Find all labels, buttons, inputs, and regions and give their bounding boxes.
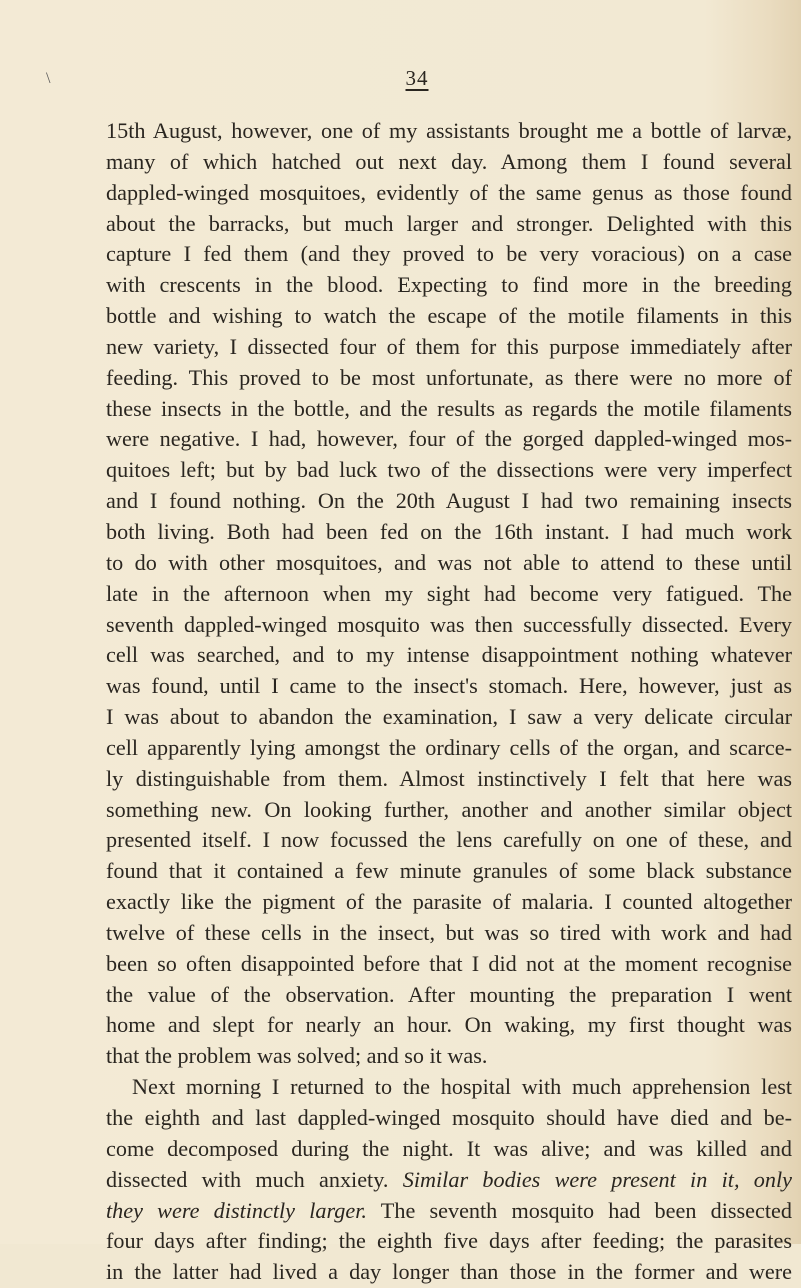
text-line: been so often disappointed before that I did not at the moment recognise — [106, 950, 792, 976]
text-line: feeding. This proved to be most unfortunate, as there were no more of — [106, 364, 792, 390]
margin-mark: \ — [46, 70, 51, 87]
text-line: cell apparently lying amongst the ordinary cells of the organ, and scarce- — [106, 734, 792, 760]
paragraph-1 — [106, 116, 792, 1072]
text-line: bottle and wishing to watch the escape of the motile filaments in this — [106, 303, 792, 329]
text-line: twelve of these cells in the insect, but was so tired with work and had — [106, 919, 792, 945]
text-line: in the latter had lived a day longer than those in the former and were — [106, 1259, 792, 1285]
text-line: four days after finding; the eighth five days after feeding; the parasites — [106, 1228, 792, 1254]
text-line: presented itself. I now focussed the lens carefully on one of these, and — [106, 827, 792, 853]
italic-text: Similar bodies were present in it, only — [402, 1166, 792, 1192]
text-line: capture I fed them (and they proved to be very voracious) on a case — [106, 241, 792, 267]
text-line: quitoes left; but by bad luck two of the dissections were very imperfect — [106, 457, 792, 483]
page-number: 34 — [405, 66, 429, 90]
text-line: many of which hatched out next day. Among them I found several — [106, 148, 792, 174]
text-run: The seventh mosquito had been dissected — [380, 1197, 792, 1223]
body-text — [106, 116, 792, 1288]
text-line: seventh dappled-winged mosquito was then successfully dissected. Every — [106, 611, 792, 637]
text-line: Next morning I returned to the hospital with much apprehension lest — [132, 1074, 792, 1100]
text-line: that the problem was solved; and so it was. — [106, 1043, 488, 1069]
italic-text: they were distinctly larger. — [106, 1197, 367, 1223]
text-line: 15th August, however, one of my assistants brought me a bottle of larvæ, — [106, 118, 792, 143]
text-line: and I found nothing. On the 20th August I had two remaining insects — [106, 488, 792, 514]
text-line: ly distinguishable from them. Almost instinctively I felt that here was — [106, 765, 792, 791]
text-line: to do with other mosquitoes, and was not able to attend to these until — [106, 549, 792, 575]
text-line: I was about to abandon the examination, I saw a very delicate circular — [106, 704, 792, 730]
text-line: exactly like the pigment of the parasite of malaria. I counted altogether — [106, 889, 792, 915]
text-line: home and slept for nearly an hour. On waking, my first thought was — [106, 1012, 792, 1038]
text-line: these insects in the bottle, and the results as regards the motile filaments — [106, 395, 792, 421]
text-line: new variety, I dissected four of them for this purpose immediately after — [106, 333, 792, 359]
text-line: both living. Both had been fed on the 16th instant. I had much work — [106, 518, 792, 544]
text-line: about the barracks, but much larger and stronger. Delighted with this — [106, 210, 792, 236]
text-line: something new. On looking further, another and another similar object — [106, 796, 792, 822]
text-line: was found, until I came to the insect's stomach. Here, however, just as — [106, 673, 792, 699]
text-line: the eighth and last dappled-winged mosquito should have died and be- — [106, 1105, 792, 1130]
text-line — [106, 1196, 792, 1227]
text-line: were negative. I had, however, four of the gorged dappled-winged mos- — [106, 426, 792, 452]
text-line: cell was searched, and to my intense disappointment nothing whatever — [106, 642, 792, 668]
text-line: found that it contained a few minute granules of some black substance — [106, 858, 792, 884]
text-line: the value of the observation. After mounting the preparation I went — [106, 981, 792, 1007]
text-line: late in the afternoon when my sight had become very fatigued. The — [106, 580, 792, 606]
text-line: with crescents in the blood. Expecting to find more in the breeding — [106, 272, 792, 298]
text-line: dappled-winged mosquitoes, evidently of the same genus as those found — [106, 179, 792, 205]
text-line — [106, 1165, 792, 1196]
paragraph-2 — [106, 1072, 792, 1288]
text-run: dissected with much anxiety. — [106, 1166, 389, 1192]
text-line: come decomposed during the night. It was alive; and was killed and — [106, 1135, 792, 1161]
